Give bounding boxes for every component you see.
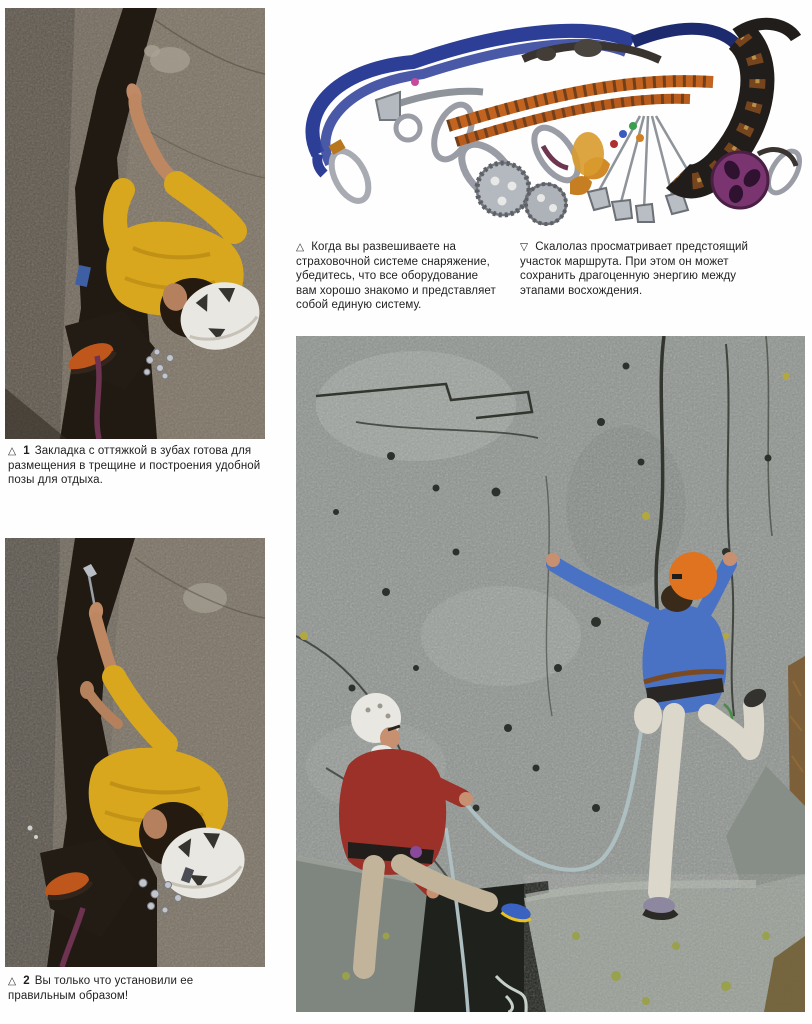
photo-crack-climber-2 [5,538,265,967]
cam-hole [537,194,545,202]
photo-crack-climber-1 [5,8,265,439]
helmet-clip [672,574,682,579]
anodized-green [629,122,637,130]
photo-crack-climber-2-art [5,538,265,967]
hole [382,588,390,596]
hole [533,765,540,772]
gear-bit [151,890,159,898]
hole [387,452,395,460]
lichen-dot [611,971,621,981]
lichen-dot [762,932,770,940]
hole [349,685,356,692]
hand-with-rope [459,792,473,806]
cam-hole [491,177,500,186]
anodized-red [610,140,618,148]
nut-head [636,204,654,222]
rope [97,356,99,439]
hole [638,459,645,466]
photo-climbing-gear [288,4,810,226]
gear-bit [162,907,168,913]
triangle-up-icon: △ [8,445,17,457]
belay-device [410,846,422,858]
triangle-up-icon: △ [8,975,17,987]
caption-number: 2 [23,975,30,987]
gear-bit [167,355,174,362]
chalk-bag [634,698,662,734]
caption-text: Вы только что установили ее правильным образом! [8,975,194,1002]
cam-hole [549,204,557,212]
helmet-vent [378,704,383,709]
hole [597,418,605,426]
lichen-dot [300,632,308,640]
lichen-dot [642,997,650,1005]
caption-text: Скалолаз просматривает предстоящий участок маршрута. При этом он может сохранить драгоценную энергию между этапами восхождения. [520,241,749,297]
lichen-dot [783,373,790,380]
hole [592,804,600,812]
helmet-vent [366,708,371,713]
hole [765,455,772,462]
gear-bit [157,365,164,372]
pink-dot [411,78,419,86]
caption-number: 1 [23,445,30,457]
cam-hole [508,182,517,191]
hole [433,485,440,492]
anodized-orange [636,134,644,142]
yellow-nut [572,132,604,176]
caption-gear [296,240,496,313]
hole [591,617,601,627]
hole [333,509,339,515]
lichen-dot [342,972,350,980]
caption-text: Закладка с оттяжкой в зубах готова для размещения в трещине и построения удобной позы для отдыха. [8,445,261,487]
cord-knot [536,47,556,61]
gear-bit [144,369,150,375]
cam-hole [498,197,507,206]
gear-bit [175,895,182,902]
photo-climbers-on-slab-art [296,336,805,1012]
gear-bit [147,357,154,364]
lichen-dot [383,933,390,940]
caption-photo1 [8,444,264,488]
photo-climbing-gear-art [288,4,810,226]
hole [413,665,419,671]
cord-knot [574,39,602,57]
caption-text: Когда вы развешиваете на страховочной системе снаряжение, убедитесь, что все оборудование вам хорошо знакомо и представляет собой единую систему. [296,241,496,312]
helmet-vent [386,714,391,719]
gear-bit [165,882,172,889]
photo-climbers-on-slab [296,336,805,1012]
leg-left-khaki [364,866,374,968]
caption-route-preview [520,240,758,298]
triangle-down-icon: ▽ [520,241,529,253]
lichen-dot [642,512,650,520]
rock-speck [28,826,33,831]
hole [453,549,460,556]
gear-bit [139,879,147,887]
caption-photo2 [8,974,258,1003]
rock-speck [34,835,38,839]
hole [492,488,501,497]
anodized-blue [619,130,627,138]
nut-head [612,200,632,220]
hole [623,363,630,370]
lichen-dot [723,633,729,639]
gear-bit [154,349,160,355]
gear-bit [162,373,168,379]
hole [504,724,512,732]
gear-bit [148,903,155,910]
hand-left [546,553,560,567]
hole [554,664,562,672]
triangle-up-icon: △ [296,241,305,253]
photo-crack-climber-1-art [5,8,265,439]
lichen-dot [672,942,680,950]
hand-right [723,552,737,566]
lichen-patch-small [144,45,160,57]
lichen-dot [721,981,731,991]
lichen-dot [572,932,580,940]
